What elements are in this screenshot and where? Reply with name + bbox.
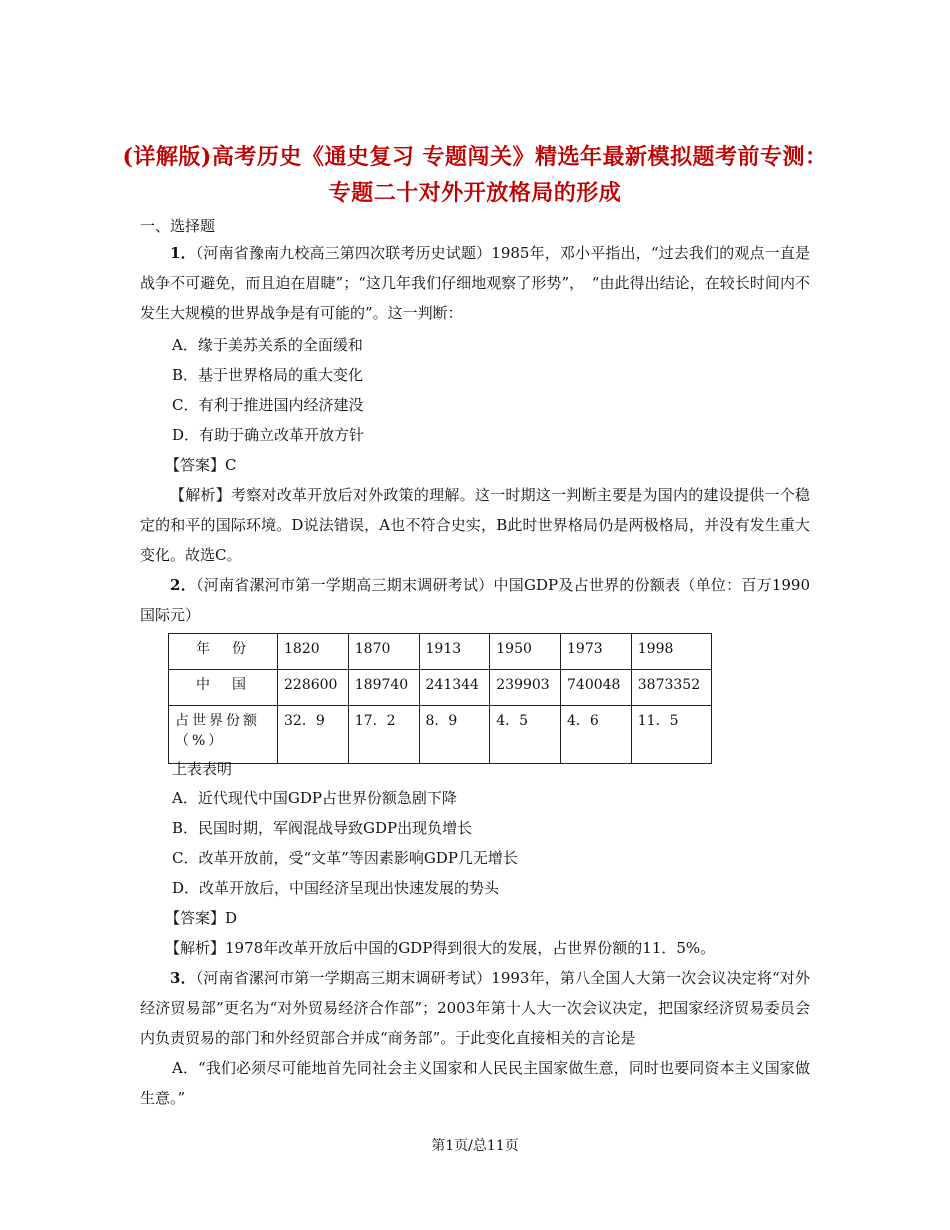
document-title-line2: 专题二十对外开放格局的形成: [328, 180, 622, 206]
question-1-option-c: C．有利于推进国内经济建没: [172, 396, 364, 414]
year-header: 年 份: [169, 634, 278, 670]
question-1-number: 1．: [170, 244, 196, 262]
answer-value: C: [225, 456, 237, 474]
question-2-option-b: B．民国时期，军阀混战导致GDP出现负增长: [172, 819, 473, 837]
question-1-analysis: [140, 480, 810, 570]
share-cell: 17．2: [348, 706, 419, 764]
analysis-label: 【解析】: [170, 486, 231, 504]
question-2-number: 2．: [170, 576, 196, 594]
question-2-answer: [165, 908, 237, 928]
answer-label: 【答案】: [165, 456, 226, 474]
share-cell: 8．9: [419, 706, 490, 764]
question-2-stem: [140, 570, 810, 630]
answer-label: 【答案】: [165, 909, 226, 927]
share-cell: 4．5: [490, 706, 561, 764]
question-2-lead: 上表表明: [172, 760, 233, 778]
question-1-text: （河南省豫南九校高三第四次联考历史试题）1985年，邓小平指出，“过去我们的观点一直是战争不可避免，而且迫在眉睫”；“这几年我们仔细地观察了形势”， “由此得出结论，在较长时间内不发生大规模的世界战争是有可能的”。这一判断：: [140, 244, 810, 322]
year-cell: 1870: [348, 634, 419, 670]
gdp-cell: 3873352: [631, 670, 711, 706]
question-3-number: 3．: [170, 969, 196, 987]
year-cell: 1913: [419, 634, 490, 670]
question-1-option-a: A．缘于美苏关系的全面缓和: [172, 336, 363, 354]
year-cell: 1820: [278, 634, 349, 670]
question-1-answer: [165, 455, 237, 475]
share-header: 占世界份额（%）: [169, 706, 278, 764]
year-cell: 1973: [561, 634, 632, 670]
gdp-cell: 189740: [348, 670, 419, 706]
document-title-line1: (详解版)高考历史《通史复习 专题闯关》精选年最新模拟题考前专测：: [122, 144, 828, 170]
share-cell: 32．9: [278, 706, 349, 764]
question-3-option-a: A．“我们必须尽可能地首先同社会主义国家和人民民主国家做生意，同时也要同资本主义国家做生意。”: [140, 1059, 810, 1107]
question-2-text: （河南省漯河市第一学期高三期末调研考试）中国GDP及占世界的份额表（单位：百万1990国际元）: [140, 576, 811, 624]
table-row: [169, 634, 712, 670]
china-header: 中 国: [169, 670, 278, 706]
question-3-stem: [140, 963, 810, 1053]
table-row: [169, 670, 712, 706]
question-2-option-c: C．改革开放前，受“文革”等因素影响GDP几无增长: [172, 849, 518, 867]
analysis-text: 考察对改革开放后对外政策的理解。这一时期这一判断主要是为国内的建设提供一个稳定的和平的国际环境。D说法错误，A也不符合史实，B此时世界格局仍是两极格局，并没有发生重大变化。故选C。: [140, 486, 810, 564]
gdp-cell: 228600: [278, 670, 349, 706]
share-cell: 11．5: [631, 706, 711, 764]
answer-value: D: [225, 909, 238, 927]
question-1-stem: [140, 238, 810, 328]
share-cell: 4．6: [561, 706, 632, 764]
question-3-text: （河南省漯河市第一学期高三期末调研考试）1993年，第八全国人大第一次会议决定将“对外经济贸易部”更名为“对外贸易经济合作部”；2003年第十人大一次会议决定，把国家经济贸易委员会内负责贸易的部门和外经贸部合并成“商务部”。于此变化直接相关的言论是: [140, 969, 810, 1047]
gdp-cell: 241344: [419, 670, 490, 706]
year-cell: 1950: [490, 634, 561, 670]
question-2-analysis: [165, 938, 715, 958]
question-1-option-b: B．基于世界格局的重大变化: [172, 366, 364, 384]
section-heading: 一、选择题: [140, 217, 216, 235]
question-1-option-d: D．有助于确立改革开放方针: [172, 426, 365, 444]
year-cell: 1998: [631, 634, 711, 670]
gdp-cell: 740048: [561, 670, 632, 706]
gdp-table: [168, 633, 712, 764]
table-row: [169, 706, 712, 764]
question-2-option-a: A．近代现代中国GDP占世界份额急剧下降: [172, 789, 457, 807]
gdp-cell: 239903: [490, 670, 561, 706]
analysis-label: 【解析】: [165, 939, 226, 957]
page-footer: 第1页/总11页: [431, 1138, 519, 1154]
question-2-option-d: D．改革开放后，中国经济呈现出快速发展的势头: [172, 879, 500, 897]
analysis-text: 1978年改革开放后中国的GDP得到很大的发展，占世界份额的11．5%。: [225, 939, 716, 957]
